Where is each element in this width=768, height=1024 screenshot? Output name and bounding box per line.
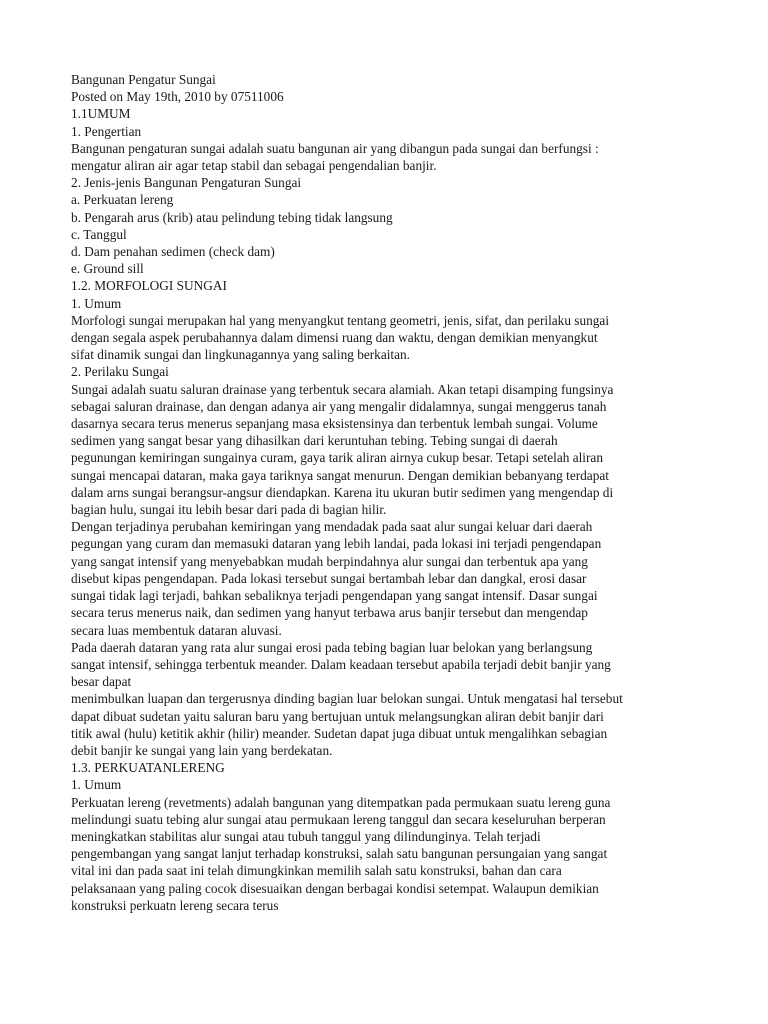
text-line: pelaksanaan yang paling cocok disesuaikan dengan berbagai kondisi setempat. Walaupun demikian <box>71 880 599 896</box>
text-line: yang sangat intensif yang menyebabkan mudah berpindahnya alur sungai dan terbentuk apa yang <box>71 553 588 569</box>
text-line: melindungi suatu tebing alur sungai atau permukaan lereng tanggul dan secara keseluruhan berperan <box>71 811 606 827</box>
post-meta: Posted on May 19th, 2010 by 07511006 <box>71 89 284 105</box>
text-line: c. Tanggul <box>71 226 127 242</box>
text-line: sedimen yang sangat besar yang dihasilkan dari keruntuhan tebing. Tebing sungai di daerah <box>71 433 558 449</box>
text-line: besar dapat <box>71 674 132 690</box>
text-line: dapat dibuat sudetan yaitu saluran baru yang bertujuan untuk melangsungkan aliran debit banjir dari <box>71 708 604 724</box>
text-line: secara terus menerus naik, dan sedimen yang hanyut terbawa arus banjir tersebut dan mengendap <box>71 605 588 621</box>
text-line: secara luas membentuk dataran aluvasi. <box>71 622 282 638</box>
document-title: Bangunan Pengatur Sungai <box>71 72 216 87</box>
text-line: disebut kipas pengendapan. Pada lokasi tersebut sungai bertambah lebar dan dangkal, erosi dasar <box>71 570 587 586</box>
text-line: meningkatkan stabilitas alur sungai atau tubuh tanggul yang dilindunginya. Telah terjadi <box>71 828 541 844</box>
text-line: 1.3. PERKUATANLERENG <box>71 760 225 776</box>
text-line: 1. Umum <box>71 777 122 793</box>
text-line: pegunungan kemiringan sungainya curam, gaya tarik aliran airnya cukup besar. Tetapi setelah aliran <box>71 450 603 466</box>
text-line: 1.2. MORFOLOGI SUNGAI <box>71 278 227 294</box>
text-line: Dengan terjadinya perubahan kemiringan yang mendadak pada saat alur sungai keluar dari daerah <box>71 519 593 535</box>
text-line: 1.1UMUM <box>71 106 131 122</box>
text-line: menimbulkan luapan dan tergerusnya dinding bagian luar belokan sungai. Untuk mengatasi hal tersebut <box>71 691 623 707</box>
text-line: Pada daerah dataran yang rata alur sungai erosi pada tebing bagian luar belokan yang berlangsung <box>71 639 593 655</box>
document-body <box>71 105 711 914</box>
text-line: mengatur aliran air agar tetap stabil dan sebagai pengendalian banjir. <box>71 158 437 174</box>
text-line: Sungai adalah suatu saluran drainase yang terbentuk secara alamiah. Akan tetapi disamping fungsinya <box>71 381 614 397</box>
text-line: pengembangan yang sangat lanjut terhadap konstruksi, salah satu bangunan persungaian yang sangat <box>71 846 608 862</box>
text-line: Morfologi sungai merupakan hal yang menyangkut tentang geometri, jenis, sifat, dan perilaku sungai <box>71 312 610 328</box>
text-line: dasarnya secara terus menerus sepanjang masa eksistensinya dan terbentuk lembah sungai. Volume <box>71 416 598 432</box>
text-line: sifat dinamik sungai dan lingkunagannya yang saling berkaitan. <box>71 347 410 363</box>
text-line: b. Pengarah arus (krib) atau pelindung tebing tidak langsung <box>71 209 393 225</box>
text-line: titik awal (hulu) ketitik akhir (hilir) meander. Sudetan dapat juga dibuat untuk mengalihkan sebagian <box>71 725 608 741</box>
text-line: pegungan yang curam dan memasuki dataran yang lebih landai, pada lokasi ini terjadi pengendapan <box>71 536 602 552</box>
text-line: 1. Umum <box>71 295 122 311</box>
text-line: Bangunan pengaturan sungai adalah suatu bangunan air yang dibangun pada sungai dan berfungsi : <box>71 140 599 156</box>
text-line: Perkuatan lereng (revetments) adalah bangunan yang ditempatkan pada permukaan suatu lereng guna <box>71 794 611 810</box>
text-line: dalam arns sungai berangsur-angsur diendapkan. Karena itu ukuran butir sedimen yang mengendap di <box>71 484 614 500</box>
text-line: a. Perkuatan lereng <box>71 192 174 208</box>
text-line: debit banjir ke sungai yang lain yang berdekatan. <box>71 742 333 758</box>
text-line: bagian hulu, sungai itu lebih besar dari pada di bagian hilir. <box>71 502 387 518</box>
text-line: e. Ground sill <box>71 261 144 277</box>
text-line: 2. Perilaku Sungai <box>71 364 169 380</box>
text-line: d. Dam penahan sedimen (check dam) <box>71 244 275 260</box>
text-line: vital ini dan pada saat ini telah dimungkinkan memilih salah satu konstruksi, bahan dan cara <box>71 863 562 879</box>
text-line: dengan segala aspek perubahannya dalam dimensi ruang dan waktu, dengan demikian menyangkut <box>71 330 598 346</box>
text-line: 1. Pengertian <box>71 123 142 139</box>
document-page <box>71 71 711 914</box>
text-line: sungai tidak lagi terjadi, bahkan sebaliknya terjadi pengendapan yang sangat intensif. Dasar sungai <box>71 588 598 604</box>
text-line: sungai mencapai dataran, maka gaya tariknya sangat menurun. Dengan demikian bebanyang terdapat <box>71 467 609 483</box>
text-line: sebagai saluran drainase, dan dengan adanya air yang mengalir didalamnya, sungai menggerus tanah <box>71 398 607 414</box>
text-line: sangat intensif, sehingga terbentuk meander. Dalam keadaan tersebut apabila terjadi debit banjir yang <box>71 656 611 672</box>
text-line: konstruksi perkuatn lereng secara terus <box>71 897 279 913</box>
text-line: 2. Jenis-jenis Bangunan Pengaturan Sungai <box>71 175 302 191</box>
